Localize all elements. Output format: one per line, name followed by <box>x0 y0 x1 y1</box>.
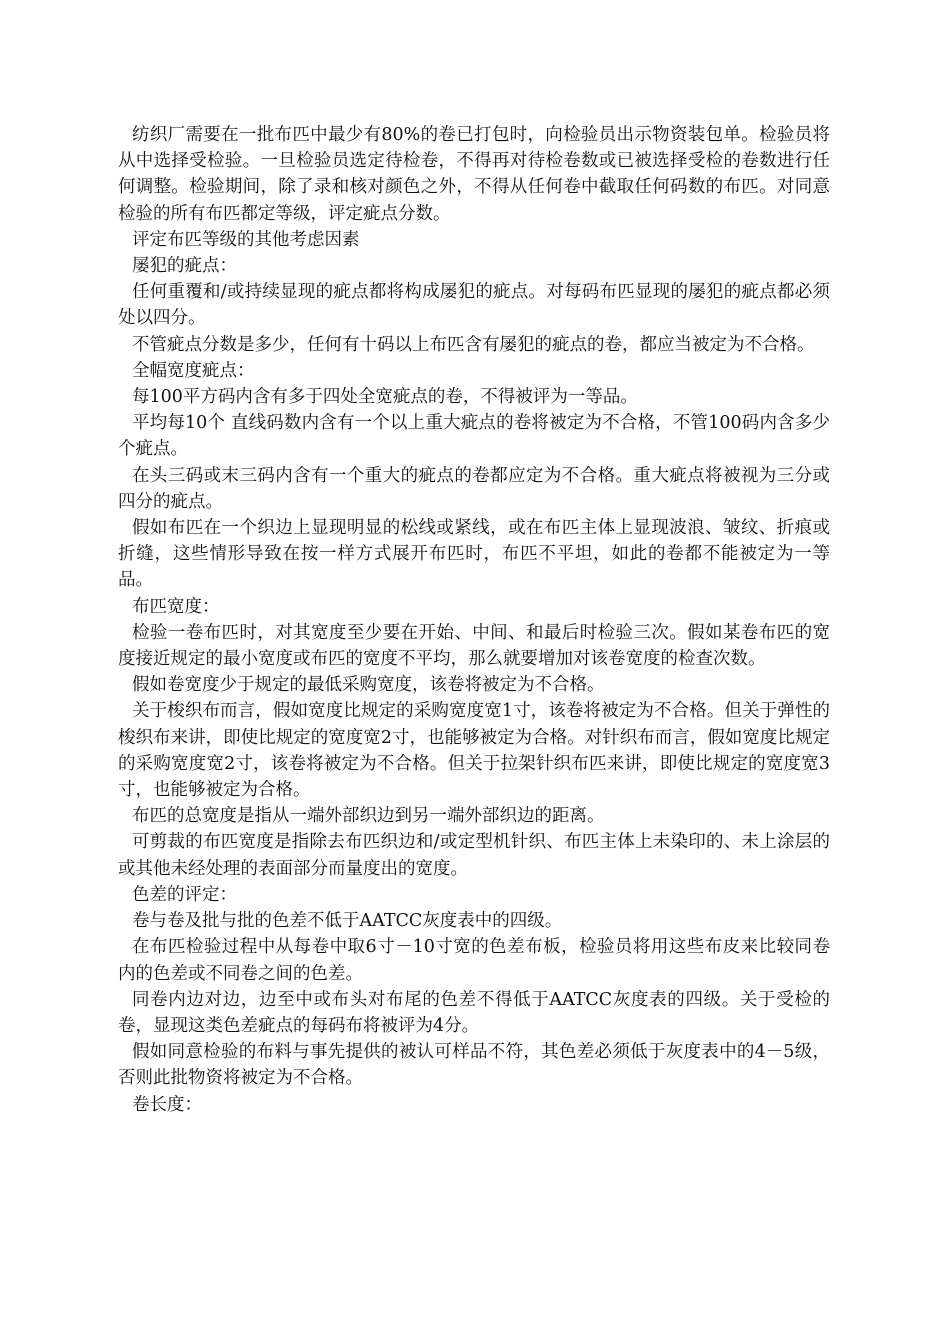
heading-roll-length: 卷长度： <box>132 1094 202 1115</box>
paragraph-major-defects-ends: 在头三码或末三码内含有一个重大的疵点的卷都应定为不合格。重大疵点将被视为三分或四分的疵点。 <box>118 465 830 512</box>
paragraph-repeated-defects-rejection: 不管疵点分数是多少，任何有十码以上布匹含有屡犯的疵点的卷，都应当被定为不合格。 <box>132 334 815 355</box>
paragraph-approved-sample: 假如同意检验的布料与事先提供的被认可样品不符，其色差必须低于灰度表中的4－5级，否则此批物资将被定为不合格。 <box>118 1042 830 1089</box>
paragraph-width-tolerance: 关于梭织布而言，假如宽度比规定的采购宽度宽1寸，该卷将被定为不合格。但关于弹性的梭织布来讲，即使比规定的宽度宽2寸，也能够被定为合格。对针织布而言，假如宽度比规定的采购宽度宽2寸，该卷将被定为不合格。但关于拉架针织布匹来讲，即使比规定的宽度宽3寸，也能够被定为合格。 <box>118 701 830 801</box>
heading-shade-evaluation: 色差的评定： <box>132 884 237 905</box>
paragraph-full-width-defects: 每100平方码内含有多于四处全宽疵点的卷，不得被评为一等品。 <box>132 387 638 408</box>
paragraph-flatness: 假如布匹在一个织边上显现明显的松线或紧线，或在布匹主体上显现波浪、皱纹、折痕或折缝，这些情形导致在按一样方式展开布匹时，布匹不平坦，如此的卷都不能被定为一等品。 <box>118 518 830 591</box>
paragraph-shade-panel: 在布匹检验过程中从每卷中取6寸－10寸宽的色差布板，检验员将用这些布皮来比较同卷内的色差或不同卷之间的色差。 <box>118 937 830 984</box>
paragraph-shade-grade: 卷与卷及批与批的色差不低于AATCC灰度表中的四级。 <box>132 911 563 932</box>
document-body <box>118 122 830 1118</box>
heading-fabric-width: 布匹宽度： <box>132 596 220 617</box>
paragraph-cuttable-width: 可剪裁的布匹宽度是指除去布匹织边和/或定型机针织、布匹主体上未染印的、未上涂层的或其他未经处理的表面部分而量度出的宽度。 <box>118 832 830 879</box>
paragraph-shade-within-roll: 同卷内边对边，边至中或布头对布尾的色差不得低于AATCC灰度表的四级。关于受检的卷，显现这类色差疵点的每码布将被评为4分。 <box>118 989 830 1036</box>
paragraph-min-width: 假如卷宽度少于规定的最低采购宽度，该卷将被定为不合格。 <box>132 675 605 696</box>
paragraph-major-defects-average: 平均每10个 直线码数内含有一个以上重大疵点的卷将被定为不合格，不管100码内含多少个疵点。 <box>118 413 830 460</box>
heading-other-grading-factors: 评定布匹等级的其他考虑因素 <box>132 229 360 250</box>
paragraph-repeated-defects: 任何重覆和/或持续显现的疵点都将构成屡犯的疵点。对每码布匹显现的屡犯的疵点都必须处以四分。 <box>118 282 830 329</box>
heading-full-width-defects: 全幅宽度疵点： <box>132 360 255 381</box>
heading-repeated-defects: 屡犯的疵点： <box>132 256 237 277</box>
paragraph-packing-list: 纺织厂需要在一批布匹中最少有80%的卷已打包时，向检验员出示物资装包单。检验员将从中选择受检验。一旦检验员选定待检卷，不得再对待检卷数或已被选择受检的卷数进行任何调整。检验期间，除了录和核对颜色之外，不得从任何卷中截取任何码数的布匹。对同意检验的所有布匹都定等级，评定疵点分数。 <box>118 125 830 224</box>
paragraph-total-width: 布匹的总宽度是指从一端外部织边到另一端外部织边的距离。 <box>132 806 605 827</box>
paragraph-width-check: 检验一卷布匹时，对其宽度至少要在开始、中间、和最后时检验三次。假如某卷布匹的宽度接近规定的最小宽度或布匹的宽度不平均，那么就要增加对该卷宽度的检查次数。 <box>118 622 830 670</box>
